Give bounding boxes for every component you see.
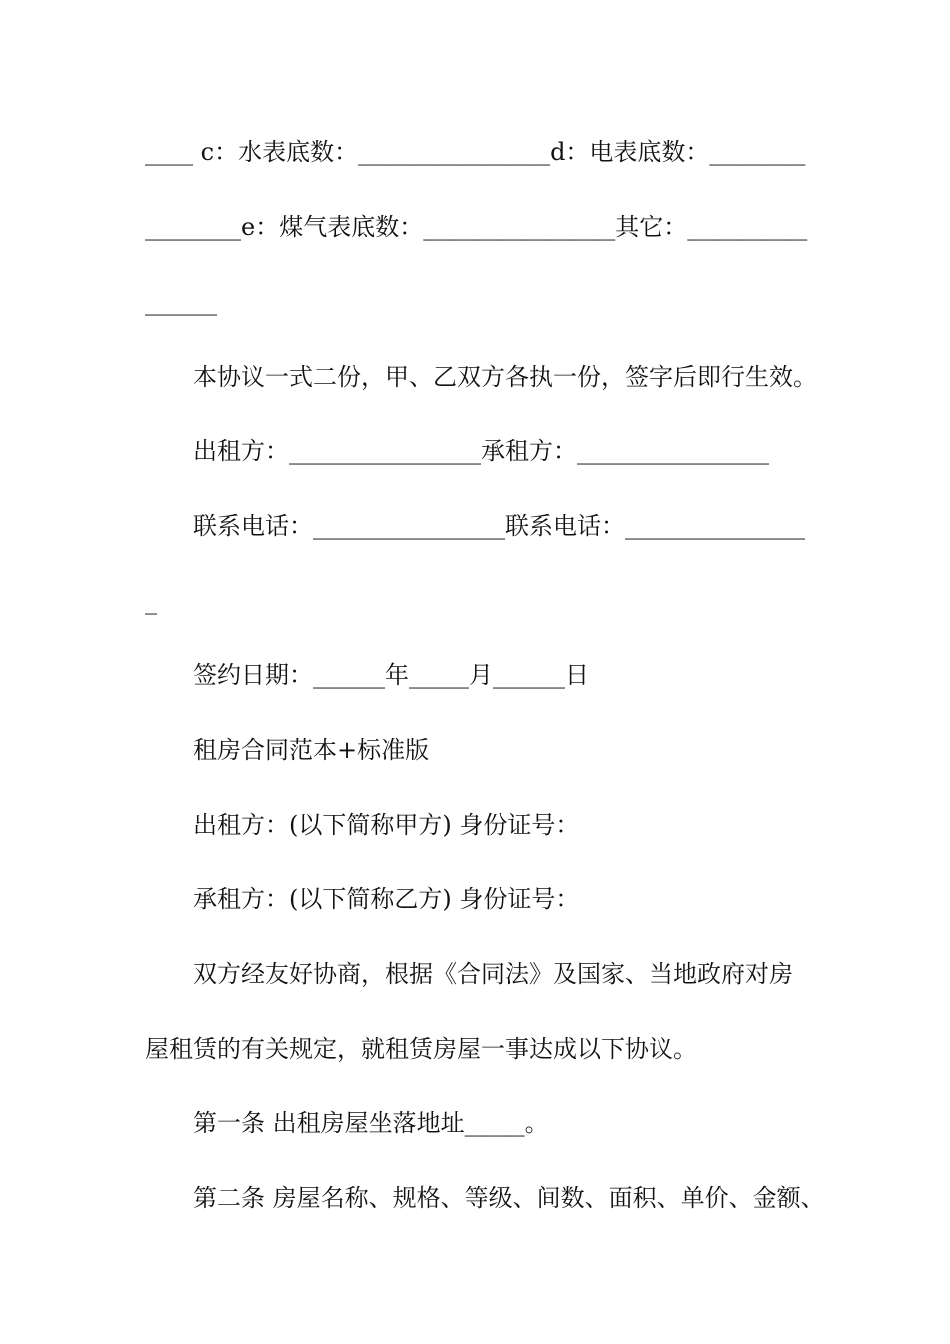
preamble-line-1: 双方经友好协商，根据《合同法》及国家、当地政府对房 bbox=[193, 960, 793, 988]
meter-readings-line-1: ____ c：水表底数：________________d：电表底数：________ bbox=[145, 138, 806, 166]
preamble-line-2: 屋租赁的有关规定，就租赁房屋一事达成以下协议。 bbox=[145, 1035, 697, 1063]
article-two: 第二条 房屋名称、规格、等级、间数、面积、单价、金额、 bbox=[193, 1184, 825, 1212]
contact-phone-line: 联系电话：________________联系电话：_______________ bbox=[193, 512, 805, 540]
lessor-line: 出租方：(以下简称甲方) 身份证号： bbox=[193, 811, 580, 839]
signing-date-line: 签约日期：______年_____月______日 bbox=[193, 661, 589, 689]
meter-readings-line-3: ______ bbox=[145, 288, 217, 316]
contact-phone-line-continuation: _ bbox=[145, 587, 157, 615]
meter-readings-line-2: ________e：煤气表底数：________________其它：__________ bbox=[145, 213, 808, 241]
contract-title: 租房合同范本+标准版 bbox=[193, 736, 430, 764]
article-one: 第一条 出租房屋坐落地址_____。 bbox=[193, 1109, 549, 1137]
parties-signature-line: 出租方：________________承租方：________________ bbox=[193, 437, 769, 465]
lessee-line: 承租方：(以下简称乙方) 身份证号： bbox=[193, 885, 580, 913]
copies-clause: 本协议一式二份，甲、乙双方各执一份，签字后即行生效。 bbox=[193, 363, 817, 391]
